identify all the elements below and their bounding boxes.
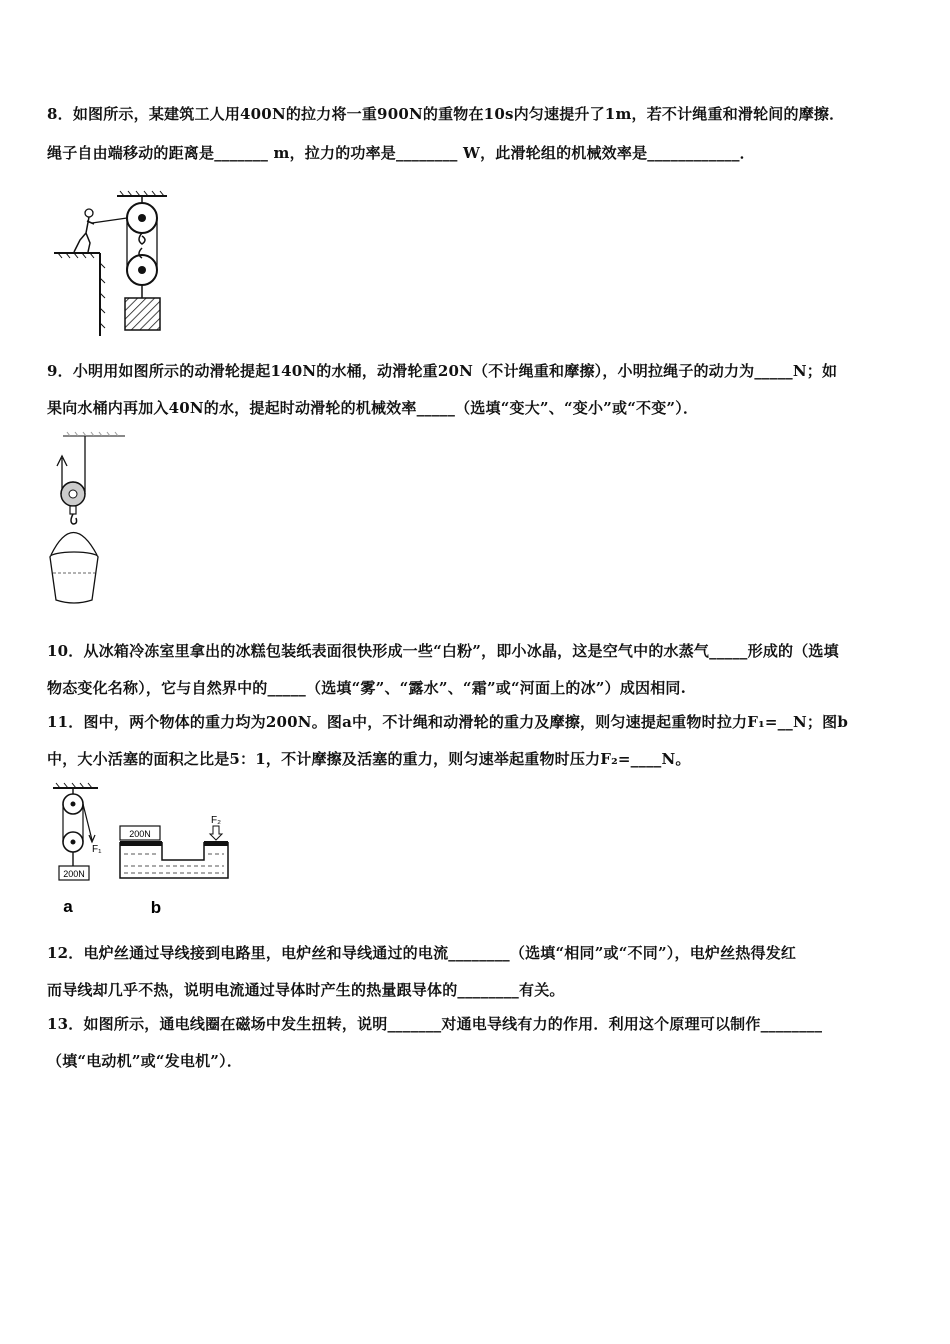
q13-line-2: （填“电动机”或“发电机”）． [47, 1052, 243, 1070]
q8-line-2: 绳子自由端移动的距离是_______ m，拉力的功率是________ W，此滑轮组的机械效率是____________． [47, 144, 755, 162]
caption-b: b [150, 898, 162, 917]
q8-line-1: 8．如图所示，某建筑工人用400N的拉力将一重900N的重物在10s内匀速提升了1m，若不计绳重和滑轮间的摩擦． [47, 105, 845, 123]
q12-line-2: 而导线却几乎不热，说明电流通过导体时产生的热量跟导体的________有关。 [47, 981, 565, 999]
q9-line-2: 果向水桶内再加入40N的水，提起时动滑轮的机械效率_____（选填“变大”、“变小”或“不变”）． [47, 399, 699, 417]
q10-line-1: 10．从冰箱冷冻室里拿出的冰糕包装纸表面很快形成一些“白粉”，即小冰晶，这是空气中的水蒸气_____形成的（选填 [47, 642, 839, 660]
figure-b-hydraulic [116, 810, 236, 920]
figure-a-pulley [48, 780, 118, 920]
weight-a-label: 200N [63, 869, 85, 879]
weight-b-label: 200N [129, 829, 151, 839]
pulley-block-figure [52, 188, 182, 338]
q9-line-1: 9．小明用如图所示的动滑轮提起140N的水桶，动滑轮重20N（不计绳重和摩擦），小明拉绳子的动力为_____N；如 [47, 362, 838, 380]
movable-pulley-bucket-figure [45, 430, 135, 610]
q13-line-1: 13．如图所示，通电线圈在磁场中发生扭转，说明_______对通电导线有力的作用．利用这个原理可以制作________ [47, 1015, 823, 1033]
q11-line-1: 11．图中，两个物体的重力均为200N。图a中，不计绳和动滑轮的重力及摩擦，则匀速提起重物时拉力F₁=__N；图b [47, 713, 849, 731]
f2-label: F₂ [211, 815, 221, 826]
q11-line-2: 中，大小活塞的面积之比是5：1，不计摩擦及活塞的重力，则匀速举起重物时压力F₂=____N。 [47, 750, 691, 768]
f1-label: F₁ [92, 844, 102, 855]
q10-line-2: 物态变化名称），它与自然界中的_____（选填“雾”、“露水”、“霜”或“河面上的冰”）成因相同. [47, 679, 687, 697]
q12-line-1: 12．电炉丝通过导线接到电路里，电炉丝和导线通过的电流________（选填“相同”或“不同”），电炉丝热得发红 [47, 944, 797, 962]
caption-a: a [63, 897, 73, 916]
